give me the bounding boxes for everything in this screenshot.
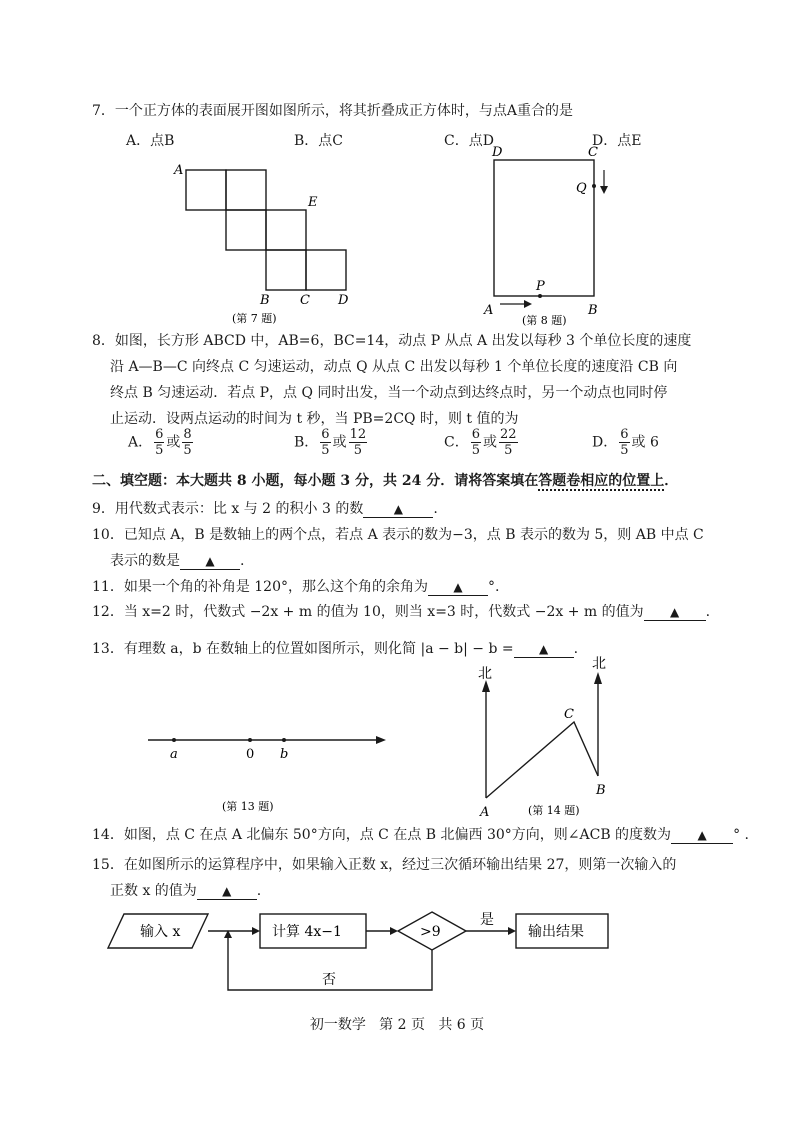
q8-line3: 终点 B 匀速运动．若点 P，点 Q 同时出发，当一个动点到达终点时，另一个动点也同时停 <box>110 385 668 401</box>
page-footer: 初一数学 第 2 页 共 6 页 <box>309 1017 485 1033</box>
q7-option-a: A．点B <box>126 133 175 149</box>
fig14-caption: (第 14 题) <box>528 804 580 817</box>
rect-label-q: Q <box>576 181 587 196</box>
q8-line1: 8．如图，长方形 ABCD 中，AB=6，BC=14，动点 P 从点 A 出发以每秒 3 个单位长度的速度 <box>92 333 692 349</box>
q15-line1: 15．在如图所示的运算程序中，如果输入正数 x，经过三次循环输出结果 27，则第一次输入的 <box>92 857 677 873</box>
flow-yes-label: 是 <box>480 912 494 928</box>
q10-line2: 表示的数是 ▲ . <box>110 553 245 569</box>
q8-option-c: C． $\frac{6}{5}$ 或 $\frac{22}{5}$ <box>444 427 517 458</box>
flow-condition-label: >9 <box>420 924 441 940</box>
north-label-a: 北 <box>478 666 492 682</box>
q7-option-d: D．点E <box>592 133 642 149</box>
bearing-figure <box>462 652 642 822</box>
q9-answer-blank[interactable]: ▲ <box>363 501 433 518</box>
rect-label-b: B <box>588 303 598 318</box>
q13-answer-blank[interactable]: ▲ <box>514 641 574 658</box>
flow-no-label: 否 <box>322 972 336 988</box>
q8-line2: 沿 A—B—C 向终点 C 匀速运动，动点 Q 从点 C 出发以每秒 1 个单位长度的速度沿 CB 向 <box>110 359 678 375</box>
q15-line2: 正数 x 的值为 ▲ . <box>110 883 262 899</box>
q10-answer-blank[interactable]: ▲ <box>180 553 240 570</box>
q14-answer-blank[interactable]: ▲ <box>671 827 733 844</box>
q13: 13．有理数 a，b 在数轴上的位置如图所示，则化简 |a − b| − b = ▲ . <box>92 641 579 657</box>
rect-label-p: P <box>536 279 545 294</box>
net-label-e: E <box>308 195 318 210</box>
net-label-c: C <box>300 293 310 308</box>
q15-answer-blank[interactable]: ▲ <box>197 883 257 900</box>
rect-label-c: C <box>588 145 598 160</box>
cube-net-figure <box>160 158 360 328</box>
rectangle-figure <box>478 142 628 328</box>
q7-stem: 7．一个正方体的表面展开图如图所示，将其折叠成正方体时，与点A重合的是 <box>92 103 574 119</box>
flow-input-label: 输入 x <box>140 924 181 940</box>
q8-line4: 止运动．设两点运动的时间为 t 秒，当 PB=2CQ 时，则 t 值的为 <box>110 411 519 427</box>
bearing-label-c: C <box>564 707 574 722</box>
q9: 9．用代数式表示：比 x 与 2 的积小 3 的数 ▲ . <box>92 501 438 517</box>
q8-option-a: A． $\frac{6}{5}$ 或 $\frac{8}{5}$ <box>128 427 192 458</box>
q11: 11．如果一个角的补角是 120°，那么这个角的余角为 ▲ °. <box>92 579 500 595</box>
bearing-label-a: A <box>480 805 490 820</box>
flow-compute-label: 计算 4x−1 <box>272 924 342 940</box>
flowchart <box>100 906 620 1002</box>
number-line-figure <box>140 726 400 818</box>
q7-option-b: B．点C <box>294 133 343 149</box>
net-label-b: B <box>260 293 270 308</box>
q8-option-d: D． $\frac{6}{5}$ 或 6 <box>592 427 659 458</box>
fig8-caption: (第 8 题) <box>522 314 567 327</box>
rect-label-d: D <box>492 145 503 160</box>
fig13-caption: (第 13 题) <box>222 800 274 813</box>
section2-heading: 二、填空题：本大题共 8 小题，每小题 3 分，共 24 分．请将答案填在答题卷相应的位置上． <box>92 473 679 489</box>
q12: 12．当 x=2 时，代数式 −2x + m 的值为 10，则当 x=3 时，代数式 −2x + m 的值为 ▲ . <box>92 604 711 620</box>
numline-label-zero: 0 <box>246 747 255 762</box>
q14: 14．如图，点 C 在点 A 北偏东 50°方向，点 C 在点 B 北偏西 30°方向，则∠ACB 的度数为 ▲ ° . <box>92 827 749 843</box>
net-label-d: D <box>338 293 349 308</box>
numline-label-a: a <box>170 747 178 762</box>
net-label-a: A <box>174 163 184 178</box>
numline-label-b: b <box>280 747 289 762</box>
q7-option-c: C．点D <box>444 133 494 149</box>
rect-label-a: A <box>484 303 494 318</box>
flow-output-label: 输出结果 <box>528 924 584 940</box>
fig7-caption: (第 7 题) <box>232 312 277 325</box>
q8-option-b: B． $\frac{6}{5}$ 或 $\frac{12}{5}$ <box>294 427 367 458</box>
q11-answer-blank[interactable]: ▲ <box>428 579 488 596</box>
bearing-label-b: B <box>596 783 606 798</box>
q10-line1: 10．已知点 A，B 是数轴上的两个点，若点 A 表示的数为−3，点 B 表示的数为 5，则 AB 中点 C <box>92 527 704 543</box>
q12-answer-blank[interactable]: ▲ <box>644 604 706 621</box>
north-label-b: 北 <box>592 656 606 672</box>
